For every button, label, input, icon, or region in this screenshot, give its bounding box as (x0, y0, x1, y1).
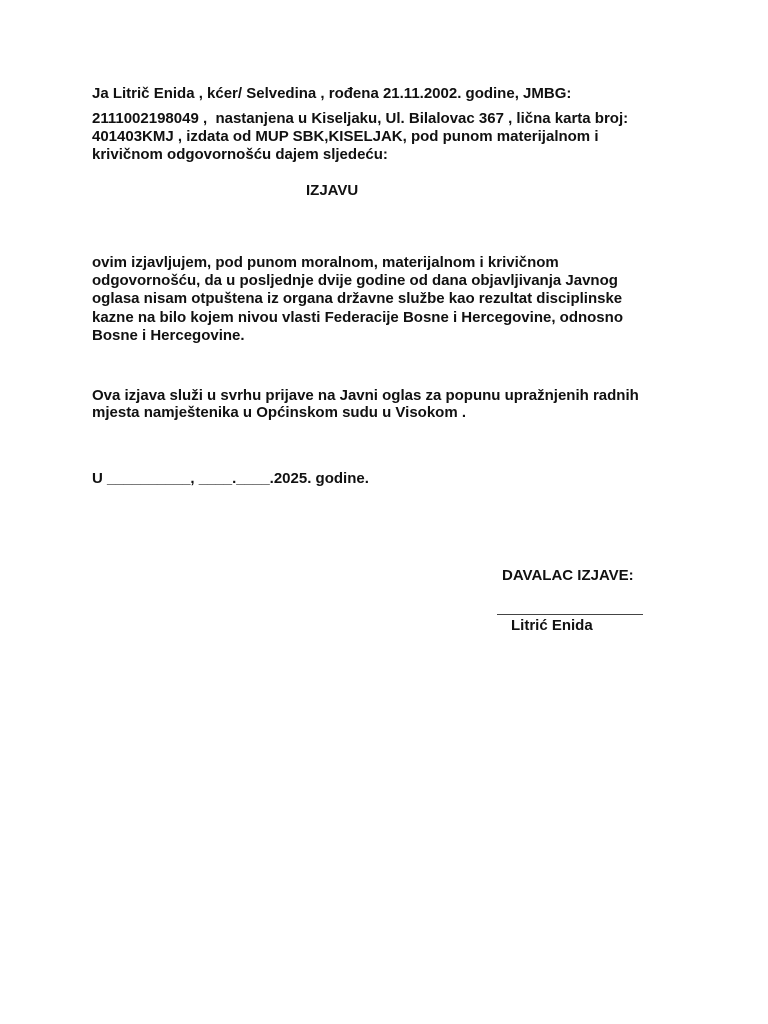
statement-line-3: oglasa nisam otpuštena iz organa državne službe kao rezultat disciplinske (92, 290, 623, 307)
statement-line-5: Bosne i Hercegovine. (92, 327, 245, 344)
document-title: IZJAVU (306, 182, 359, 199)
purpose-line-2: mjesta namještenika u Općinskom sudu u Visokom . (92, 404, 467, 421)
intro-line-4: krivičnom odgovornošću dajem sljedeću: (92, 146, 388, 163)
signature-label: DAVALAC IZJAVE: (502, 567, 634, 584)
intro-line-2: 2111002198049 , nastanjena u Kiseljaku, Ul. Bilalovac 367 , lična karta broj: (92, 110, 629, 127)
signature-line (497, 614, 643, 615)
statement-line-4: kazne na bilo kojem nivou vlasti Federacije Bosne i Hercegovine, odnosno (92, 309, 623, 326)
signatory-name: Litrić Enida (511, 617, 593, 634)
intro-line-1: Ja Litrič Enida , kćer/ Selvedina , rođena 21.11.2002. godine, JMBG: (92, 85, 572, 102)
statement-line-2: odgovornošću, da u posljednje dvije godine od dana objavljivanja Javnog (92, 272, 618, 289)
intro-line-3: 401403KMJ , izdata od MUP SBK,KISELJAK, pod punom materijalnom i (92, 128, 599, 145)
purpose-line-1: Ova izjava služi u svrhu prijave na Javni oglas za popunu upražnjenih radnih (92, 387, 639, 404)
statement-line-1: ovim izjavljujem, pod punom moralnom, materijalnom i krivičnom (92, 254, 559, 271)
place-date-line: U __________, ____.____.2025. godine. (92, 470, 369, 487)
